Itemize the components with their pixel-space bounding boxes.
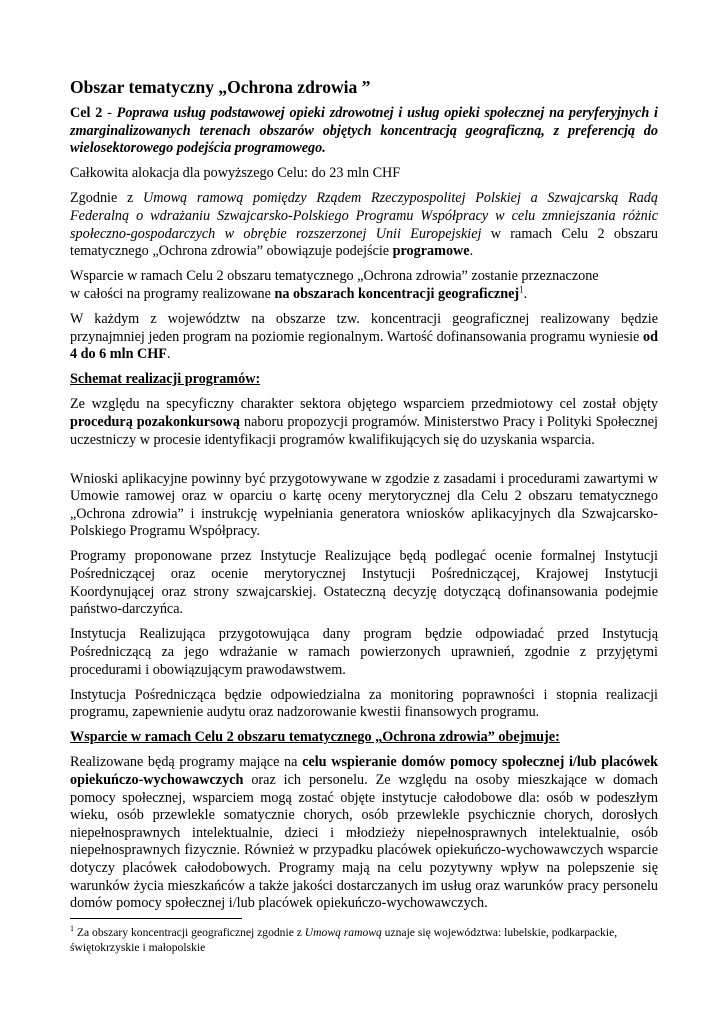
spacer (70, 457, 658, 471)
zgodnie-text-3: . (469, 243, 474, 260)
odpowiedzialnosc-paragraph: Instytucja Realizująca przygotowująca dany program będzie odpowiadać przed Instytucją Pośredniczącą za jego wdrażanie w ramach powierzonych uprawnień, zgodnie z przyjętymi procedurami i obowiązującym prawodawstwem. (70, 626, 658, 678)
obejmuje-heading-text: Wsparcie w ramach Celu 2 obszaru tematycznego „Ochrona zdrowia” obejmuje: (70, 729, 560, 746)
footnote-text-2: uznaje się województwa: lubelskie, podkarpackie, świętokrzyskie i małopolskie (70, 926, 618, 954)
footnote-text-1: Za obszary koncentracji geograficznej zgodnie z (74, 926, 305, 939)
umowa-ramowa-title: Umową ramową pomiędzy Rządem Rzeczypospolitej Polskiej a Szwajcarską Radą Federalną o wdrażaniu Szwajcarsko-Polskiego Programu Współpracy w celu zmniejszania różnic społeczno-gospodarczych w obrębie rozszerzonej Unii Europejskiej (70, 190, 658, 242)
wsparcie-intro-line-1: Wsparcie w ramach Celu 2 obszaru tematycznego „Ochrona zdrowia” zostanie przeznaczone (70, 268, 599, 285)
realizowane-text-1: Realizowane będą programy mające na (70, 754, 303, 771)
zgodnie-text-1: Zgodnie z (70, 190, 143, 207)
wsparcie-intro-line-2: w całości na programy realizowane (70, 285, 275, 302)
footnote-reference[interactable]: 1 (519, 284, 524, 295)
alokacja-paragraph: Całkowita alokacja dla powyższego Celu: do 23 mln CHF (70, 165, 401, 182)
cel-text: Poprawa usług podstawowej opieki zdrowotnej i usług opieki społecznej na peryferyjnych i zmarginalizowanych terenach obszarów objętych koncentracją geograficzną, z preferencją do wielosektorowego podejścia programowego. (70, 105, 658, 157)
ocena-paragraph: Programy proponowane przez Instytucje Realizujące będą podlegać ocenie formalnej Instytucji Pośredniczącej oraz ocenie merytorycznej Instytucji Pośredniczącej, Krajowej Instytucji Koordynującej oraz strony szwajcarskiej. Ostateczną decyzję dotyczącą dofinansowania podejmie państwo-darczyńca. (70, 548, 658, 618)
cel-label: Cel 2 (70, 105, 103, 121)
footnote-separator (70, 918, 242, 919)
dofinansowanie-amount: od 4 do 6 mln CHF (70, 328, 658, 363)
specyfika-text-1: Ze względu na specyficzny charakter sektora objętego wsparciem przedmiotowy cel został objęty (70, 396, 658, 413)
realizowane-paragraph (70, 754, 658, 912)
wojewodztwo-text: W każdym z województw na obszarze tzw. koncentracji geograficznej realizowany będzie przynajmniej jeden program na poziomie regionalnym. Wartość dofinansowania programu wyniesie (70, 310, 658, 345)
specyfika-paragraph (70, 396, 658, 449)
cel-dash: - (102, 105, 117, 121)
document-page (70, 62, 658, 920)
footnote-mark: 1 (70, 924, 74, 934)
footnote-italic: Umową ramową (304, 926, 382, 939)
obszary-koncentracji-bold: na obszarach koncentracji geograficznej (274, 285, 520, 302)
zgodnie-paragraph (70, 190, 658, 260)
schemat-heading-text: Schemat realizacji programów: (70, 371, 261, 388)
cel-wspieranie-bold: celu wspieranie domów pomocy społecznej i/lub placówek opiekuńczo-wychowawczych (70, 754, 658, 788)
specyfika-text-2: naboru propozycji programów. Ministerstwo Pracy i Polityki Społecznej uczestniczy w procesie identyfikacji programów kwalifikujących się do uzyskania wsparcia. (70, 413, 659, 448)
wsparcie-intro-paragraph (70, 268, 658, 303)
monitoring-paragraph: Instytucja Pośrednicząca będzie odpowiedzialna za monitoring poprawności i stopnia realizacji programu, zapewnienie audytu oraz nadzorowanie kwestii finansowych programu. (70, 686, 658, 721)
cel-paragraph (70, 105, 658, 158)
wojewodztwo-end: . (166, 346, 171, 363)
programowe-bold: programowe (392, 243, 470, 260)
wojewodztwo-paragraph (70, 311, 658, 364)
page-title: Obszar tematyczny „Ochrona zdrowia ” (70, 77, 371, 97)
obejmuje-heading (70, 729, 658, 747)
footnote (70, 925, 658, 955)
realizowane-text-2: oraz ich personelu. Ze względu na osoby mieszkające w domach pomocy społecznej, wsparciem mogą zostać objęte instytucje całodobowe dla: osób w podeszłym wieku, osób przewlekle somatycznie chorych, osób przewlekle psychicznie chorych, dorosłych niepełnosprawnych intelektualnie, dzieci i młodzieży niepełnosprawnych intelektualnie, osób niepełnosprawnych fizycznie. Również w przypadku placówek opiekuńczo-wychowawczych wsparcie dotyczy placówek całodobowych. Programy mają na celu pozytywny wpływ na polepszenie się warunków życia mieszkańców a także jakości dostarczanych im usług oraz warunków pracy personelu domów pomocy społecznej i/lub placówek opiekuńczo-wychowawczych. (70, 772, 658, 912)
wnioski-paragraph: Wnioski aplikacyjne powinny być przygotowywane w zgodzie z zasadami i procedurami zawartymi w Umowie ramowej oraz w oparciu o kartę oceny merytorycznej dla Celu 2 obszaru tematycznego „Ochrona zdrowia” i instrukcję wypełniania generatora wniosków aplikacyjnych dla Szwajcarsko-Polskiego Programu Współpracy. (70, 470, 658, 540)
zgodnie-text-2: w ramach Celu 2 obszaru tematycznego „Ochrona zdrowia” obowiązuje podejście (70, 225, 658, 260)
schemat-heading (70, 371, 658, 389)
procedura-bold: procedurą pozakonkursową (70, 413, 241, 430)
wsparcie-intro-end: . (523, 285, 528, 302)
